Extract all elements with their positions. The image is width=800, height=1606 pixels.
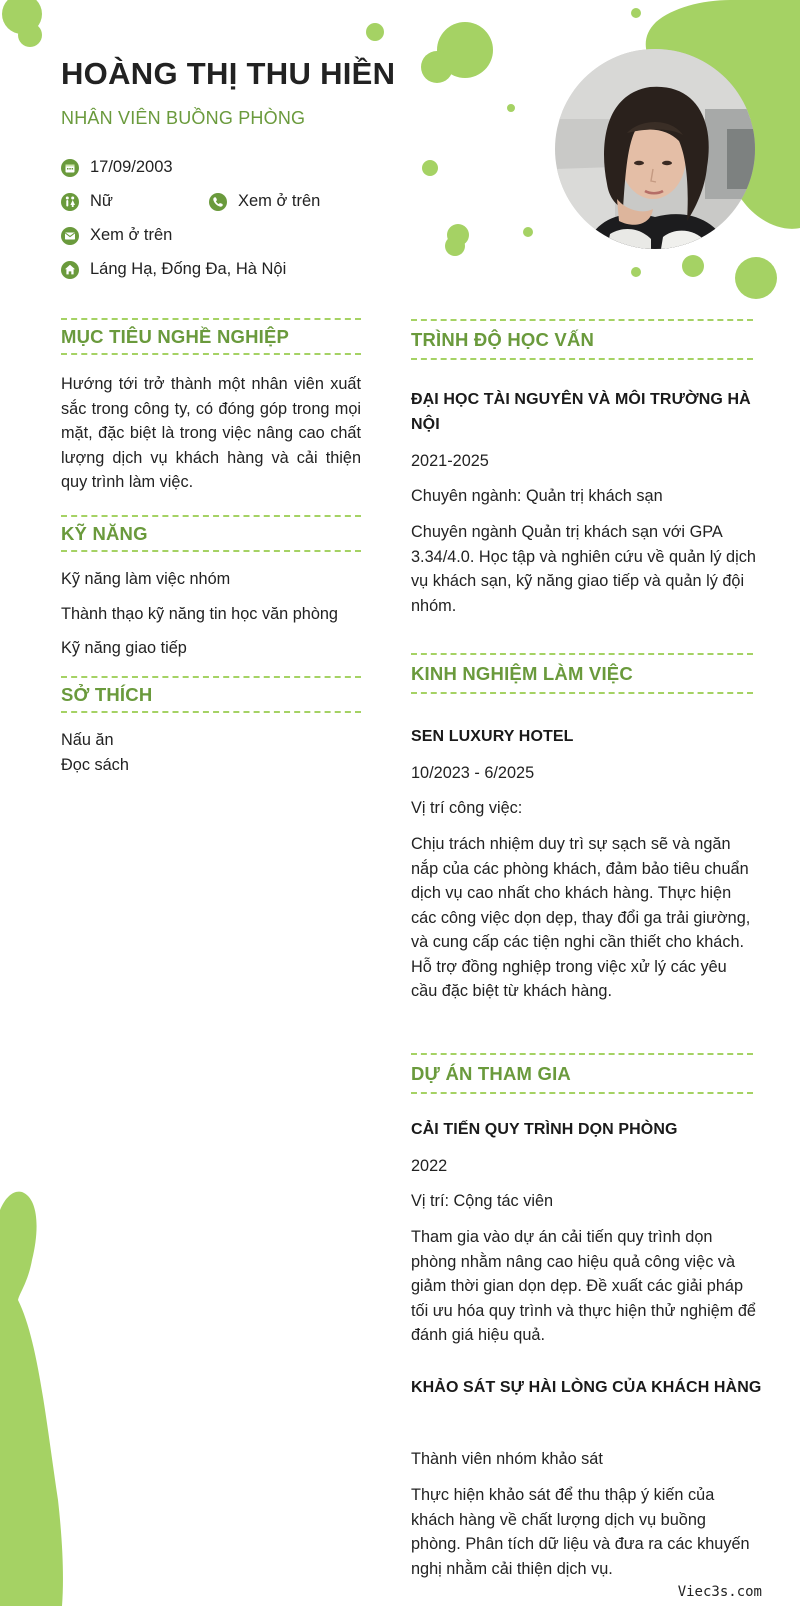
company-name: SEN LUXURY HOTEL	[411, 728, 574, 745]
hobby-item: Đọc sách	[61, 756, 129, 774]
experience-heading: KINH NGHIỆM LÀM VIỆC	[411, 653, 753, 694]
education-major: Chuyên ngành: Quản trị khách sạn	[411, 487, 663, 505]
skill-item: Thành thạo kỹ năng tin học văn phòng	[61, 605, 338, 623]
project-name: CẢI TIẾN QUY TRÌNH DỌN PHÒNG	[411, 1121, 678, 1138]
skill-item: Kỹ năng làm việc nhóm	[61, 570, 231, 588]
education-period: 2021-2025	[411, 452, 489, 470]
project-role: Vị trí: Cộng tác viên	[411, 1192, 554, 1210]
experience-description: Chịu trách nhiệm duy trì sự sạch sẽ và ngăn nắp của các phòng khách, đảm bảo tiêu chuẩn dịch vụ cao nhất cho khách hàng. Thực hiện các công việc dọn dẹp, thay đổi ga trải giường, và cung cấp các tiện nghi cần thiết cho khách. Hỗ trợ đồng nghiệp trong việc xử lý các yêu cầu đặc biệt từ khách hàng.	[411, 835, 751, 1000]
skills-heading: KỸ NĂNG	[61, 515, 361, 552]
education-heading: TRÌNH ĐỘ HỌC VẤN	[411, 319, 753, 360]
email-row	[61, 226, 172, 245]
phone-value: Xem ở trên	[238, 192, 321, 210]
experience-period: 10/2023 - 6/2025	[411, 764, 535, 782]
project-role: Thành viên nhóm khảo sát	[411, 1450, 603, 1468]
address-row	[61, 260, 286, 279]
education-description: Chuyên ngành Quản trị khách sạn với GPA 3.34/4.0. Học tập và nghiên cứu về quản lý dịch vụ khách sạn, kỹ năng giao tiếp và quản lý đội nhóm.	[411, 523, 756, 615]
watermark: Viec3s.com	[677, 1584, 762, 1600]
project-year: 2022	[411, 1157, 448, 1175]
gender-row	[61, 192, 113, 211]
avatar	[555, 49, 755, 249]
birthdate-row	[61, 158, 173, 177]
project-description: Tham gia vào dự án cải tiến quy trình dọn phòng nhằm nâng cao hiệu quả công việc và giảm thời gian dọn dẹp. Đề xuất các giải pháp tối ưu hóa quy trình và thực hiện thử nghiệm để đánh giá hiệu quả.	[411, 1228, 756, 1344]
gender-value: Nữ	[90, 192, 113, 210]
phone-row	[209, 192, 320, 211]
projects-heading: DỰ ÁN THAM GIA	[411, 1053, 753, 1094]
birthdate-value: 17/09/2003	[90, 158, 173, 176]
school-name: ĐẠI HỌC TÀI NGUYÊN VÀ MÔI TRƯỜNG HÀ NỘI	[411, 391, 751, 433]
project-name: KHẢO SÁT SỰ HÀI LÒNG CỦA KHÁCH HÀNG	[411, 1379, 762, 1396]
project-description: Thực hiện khảo sát để thu thập ý kiến của khách hàng về chất lượng dịch vụ buồng phòng. Phân tích dữ liệu và đưa ra các khuyến nghị nhằm cải thiện dịch vụ.	[411, 1486, 750, 1578]
hobbies-heading: SỞ THÍCH	[61, 676, 361, 713]
envelope-icon	[61, 227, 79, 245]
gender-icon	[61, 193, 79, 211]
phone-icon	[209, 193, 227, 211]
home-icon	[61, 261, 79, 279]
experience-position: Vị trí công việc:	[411, 799, 523, 817]
address-value: Láng Hạ, Đống Đa, Hà Nội	[90, 260, 287, 278]
objective-text: Hướng tới trở thành một nhân viên xuất sắc trong công ty, có đóng góp trong mọi mặt, đặc biệt là trong việc nâng cao chất lượng dịch vụ khách hàng và cải thiện quy trình làm việc.	[61, 375, 361, 491]
hobby-item: Nấu ăn	[61, 731, 114, 749]
skill-item: Kỹ năng giao tiếp	[61, 639, 187, 657]
objective-heading: MỤC TIÊU NGHỀ NGHIỆP	[61, 318, 361, 355]
calendar-icon	[61, 159, 79, 177]
candidate-name: HOÀNG THỊ THU HIỀN	[61, 56, 396, 91]
job-title: NHÂN VIÊN BUỒNG PHÒNG	[61, 108, 306, 128]
email-value: Xem ở trên	[90, 226, 173, 244]
